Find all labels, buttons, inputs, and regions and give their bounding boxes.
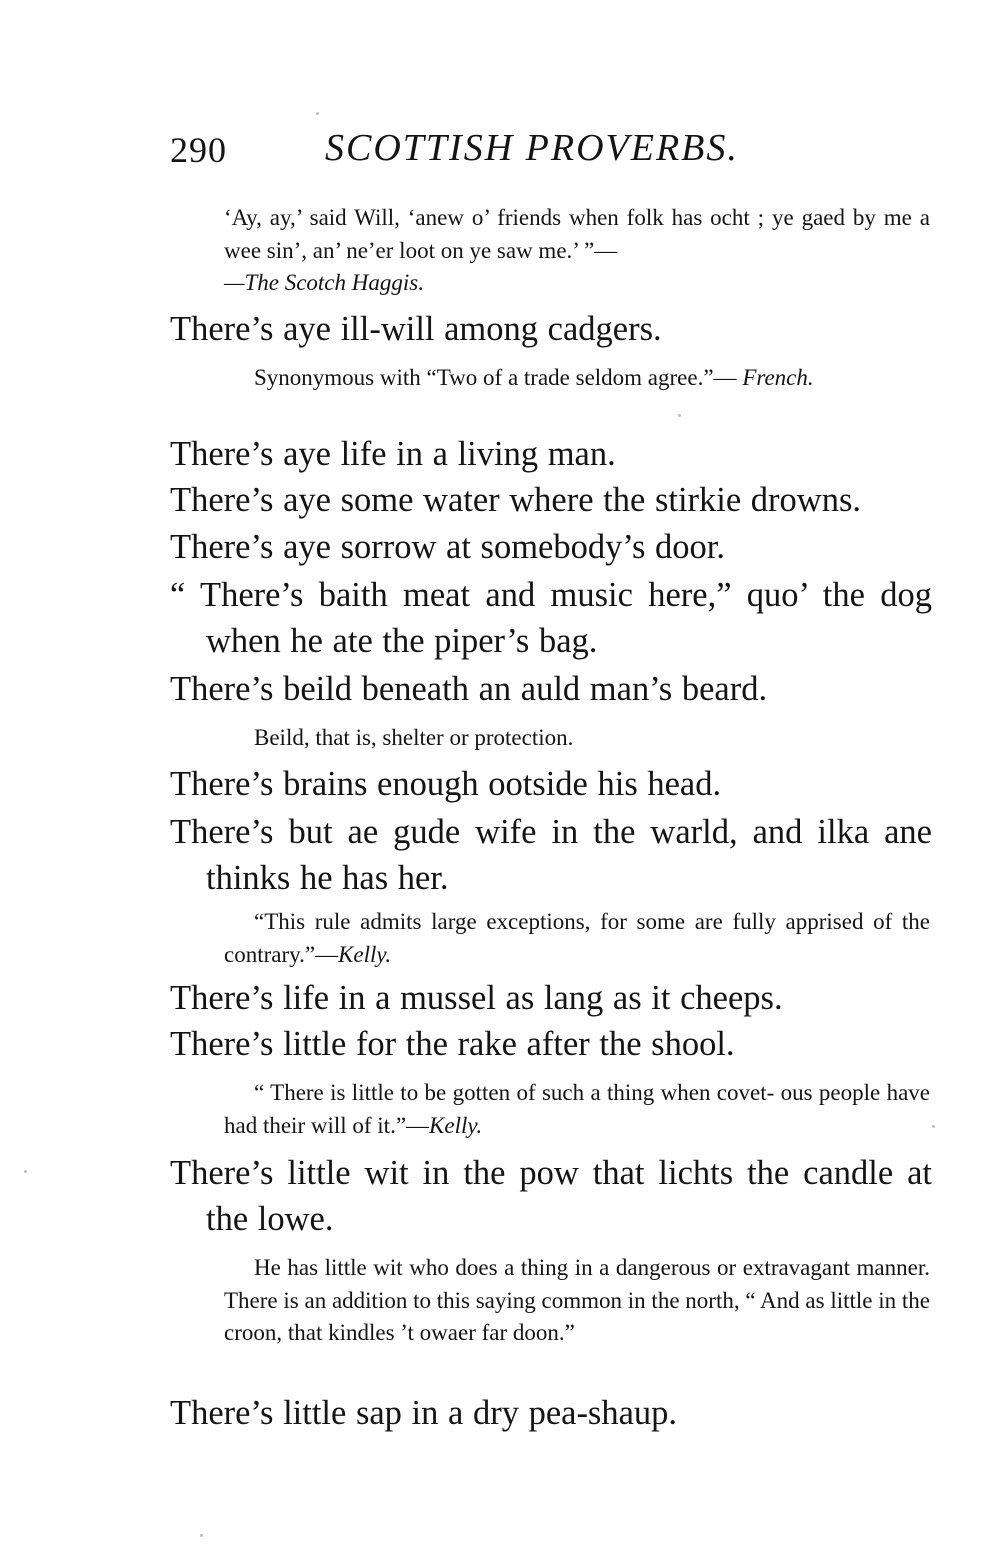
proverb: There’s little wit in the pow that lichts the candle at the lowe. bbox=[170, 1154, 932, 1238]
proverb: There’s brains enough ootside his head. bbox=[170, 765, 722, 803]
proverb: There’s aye sorrow at somebody’s door. bbox=[170, 528, 725, 566]
note-source: Kelly. bbox=[429, 1112, 483, 1138]
proverb: There’s life in a mussel as lang as it cheeps. bbox=[170, 979, 783, 1017]
paper-speck bbox=[316, 112, 319, 115]
note-source: Kelly. bbox=[338, 941, 392, 967]
quote-source: —The Scotch Haggis. bbox=[224, 270, 424, 295]
proverb-note: Beild, that is, shelter or protection. bbox=[254, 725, 574, 750]
proverb: There’s little for the rake after the shool. bbox=[170, 1025, 735, 1063]
note-text: “This rule admits large exceptions, for some are fully apprised of the contrary.”— bbox=[224, 909, 930, 967]
proverb-note bbox=[224, 362, 930, 395]
page-header bbox=[170, 124, 870, 176]
running-title: SCOTTISH PROVERBS. bbox=[325, 127, 739, 169]
proverb: There’s little sap in a dry pea-shaup. bbox=[170, 1394, 678, 1432]
quote-continuation bbox=[224, 202, 930, 300]
paper-speck bbox=[932, 1125, 935, 1128]
proverb: There’s but ae gude wife in the warld, and ilka ane thinks he has her. bbox=[170, 813, 932, 897]
proverb: “ There’s baith meat and music here,” quo’ the dog when he ate the piper’s bag. bbox=[170, 576, 932, 660]
quote-text: ‘Ay, ay,’ said Will, ‘anew o’ friends when folk has ocht ; ye gaed by me a wee sin’, an’ ne’er loot on ye saw me.’ ”— bbox=[224, 205, 930, 263]
proverb-note bbox=[224, 1077, 930, 1142]
proverb-note bbox=[224, 906, 930, 971]
paper-speck bbox=[678, 414, 681, 417]
paper-speck bbox=[24, 1170, 27, 1173]
page-number: 290 bbox=[170, 130, 227, 170]
proverb: There’s aye life in a living man. bbox=[170, 435, 616, 473]
paper-speck bbox=[200, 1534, 203, 1537]
note-text: “ There is little to be gotten of such a thing when covet- ous people have had their will of it.”— bbox=[224, 1080, 930, 1138]
note-text: Synonymous with “Two of a trade seldom agree.”— bbox=[254, 365, 737, 390]
proverb: There’s beild beneath an auld man’s beard. bbox=[170, 670, 768, 708]
note-source: French. bbox=[742, 365, 814, 390]
proverb: There’s aye some water where the stirkie drowns. bbox=[170, 481, 862, 519]
proverb: There’s aye ill-will among cadgers. bbox=[170, 310, 662, 348]
proverb-note: He has little wit who does a thing in a dangerous or extravagant manner. There is an addition to this saying common in the north, “ And as little in the croon, that kindles ’t owaer far doon.” bbox=[224, 1255, 930, 1345]
